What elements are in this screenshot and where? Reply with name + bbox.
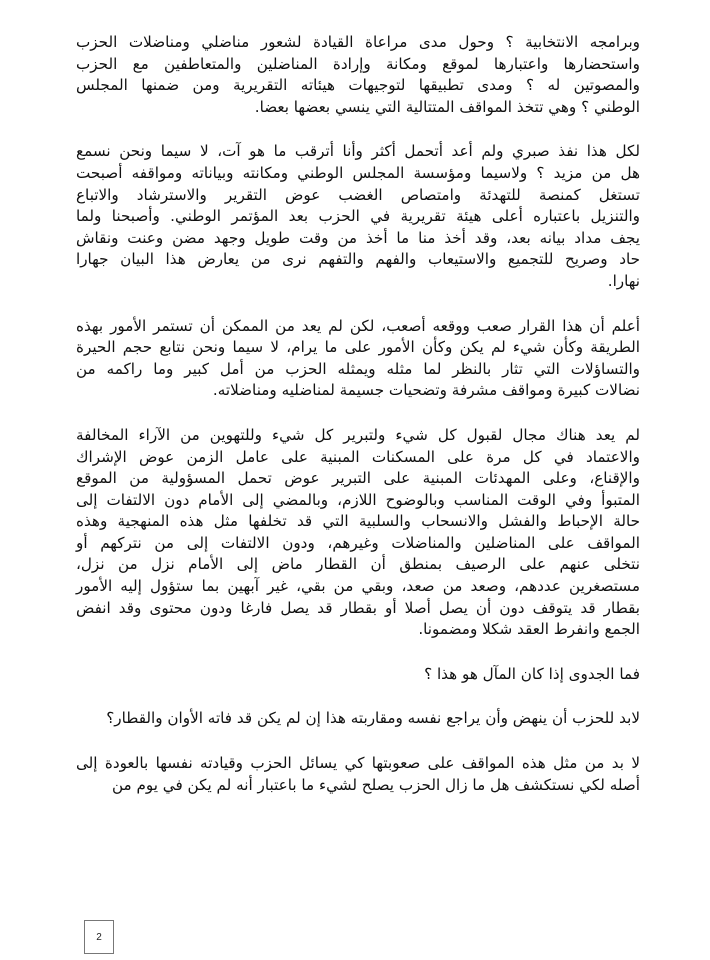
paragraph-gap xyxy=(76,293,640,316)
text-line: هل من مزيد ؟ ولاسيما ومؤسسة المجلس الوطني ومكانته وبياناته ومواقفه أصبحت xyxy=(76,163,640,182)
text-line: والتنزيل باعتباره أعلى هيئة تقريرية في الحزب بعد المؤتمر الوطني. وأصبحنا ولما xyxy=(76,207,640,226)
text-line: الوطني ؟ وهي تتخذ المواقف المتتالية التي ينسي بعضها بعضا. xyxy=(254,97,640,116)
text-line: المواقف على المناضلين والمناضلات وغيرهم، ودون الالتفات إلى من نتركهم أو xyxy=(76,533,640,552)
text-line: لابد للحزب أن ينهض وأن يراجع نفسه ومقاربته هذا إن لم يكن قد فاته الأوان والقطار؟ xyxy=(106,709,640,728)
paragraph xyxy=(76,141,640,292)
text-line: حالة الإحباط والفشل والانسحاب والسلبية التي قد تخلفها مثل هذه المنهجية وهذه xyxy=(76,512,640,531)
text-line: نتخلى عنهم على الرصيف بمنطق أن القطار ماض إلى الأمام نزل من نزل، xyxy=(76,555,640,574)
text-line: لم يعد هناك مجال لقبول كل شيء ولتبرير كل شيء وللتهوين من الآراء المخالفة xyxy=(76,425,640,444)
text-line: والإقناع، وعلى المهدئات المبنية على التبرير عوض تحمل المسؤولية من الموقع xyxy=(76,469,640,488)
text-line: والاعتماد في كل مرة على المسكنات المبنية على عامل الزمن عوض الإشراك xyxy=(76,447,640,466)
text-line: لا بد من مثل هذه المواقف على صعوبتها كي يسائل الحزب وقيادته نفسها بالعودة إلى xyxy=(76,754,640,773)
text-line: نضالات كبيرة ومواقف مشرفة وتضحيات جسيمة لمناضليه ومناضلاته. xyxy=(212,381,640,400)
text-line: أصله لكي نستكشف هل ما زال الحزب يصلح لشيء ما باعتبار أنه لم يكن في يوم من xyxy=(111,775,640,794)
paragraph xyxy=(76,425,640,641)
text-line: بقطار قد يتوقف دون أن يصل أصلا أو بقطار قد يصل فارغا ودون محتوى وقد انفض xyxy=(76,598,640,617)
text-line: الطريقة وكأن شيء لم يكن وكأن الأمور على ما يرام، لا سيما ونحن نتابع حجم الحيرة xyxy=(76,338,640,357)
paragraph xyxy=(76,708,640,730)
text-line: الجمع وانفرط العقد شكلا ومضمونا. xyxy=(418,620,640,639)
text-line: نهارا. xyxy=(607,271,640,290)
text-line: المتبوأ وفي الوقت المناسب وبالوضوح اللازم، وبالمضي إلى الأمام دون الالتفات إلى xyxy=(76,490,640,509)
text-line: لكل هذا نفذ صبري ولم أعد أتحمل أكثر وأنا أترقب ما هو آت، لا سيما ونحن نسمع xyxy=(76,142,640,161)
paragraph-gap xyxy=(76,118,640,141)
text-line: مستصغرين عددهم، وصعد من صعد، وبقي من بقي، غير آبهين بما ستؤول إليه الأمور xyxy=(76,577,640,596)
paragraph-gap xyxy=(76,641,640,664)
page-number: 2 xyxy=(84,920,114,954)
paragraph xyxy=(76,753,640,796)
paragraph xyxy=(76,664,640,686)
document-body xyxy=(76,32,640,796)
text-line: والتساؤلات التي تثار بالنظر لما مثله ويمثله الحزب من أمل كبير وما راكمه من xyxy=(76,359,640,378)
text-line: حاد وصريح للتجميع والاستيعاب والفهم والتفهم نرى من يعارض هذا البيان جهارا xyxy=(76,250,640,269)
paragraph-gap xyxy=(76,402,640,425)
text-line: أعلم أن هذا القرار صعب ووقعه أصعب، لكن لم يعد من الممكن أن تستمر الأمور بهذه xyxy=(76,316,640,335)
text-line: تستغل كمنصة للتهدئة وامتصاص الغضب عوض التقرير والاسترشاد والاتباع xyxy=(76,185,640,204)
paragraph-gap xyxy=(76,685,640,708)
paragraph xyxy=(76,32,640,118)
paragraph-gap xyxy=(76,730,640,753)
text-line: يجف مداد بيانه بعد، وقد أخذ منا ما أخذ من وقت طويل وجهد مضن وعنت ونقاش xyxy=(76,228,640,247)
text-line: فما الجدوى إذا كان المآل هو هذا ؟ xyxy=(424,664,640,683)
paragraph xyxy=(76,316,640,402)
text-line: وبرامجه الانتخابية ؟ وحول مدى مراعاة القيادة لشعور مناضلي ومناضلات الحزب xyxy=(76,33,640,51)
text-line: واستحضارها واعتبارها لموقع ومكانة وإرادة المناضلين والمتعاطفين مع الحزب xyxy=(76,54,640,73)
text-line: والمصوتين له ؟ ومدى تطبيقها لتوجيهات هيئاته التقريرية ومن ضمنها المجلس xyxy=(76,76,640,95)
